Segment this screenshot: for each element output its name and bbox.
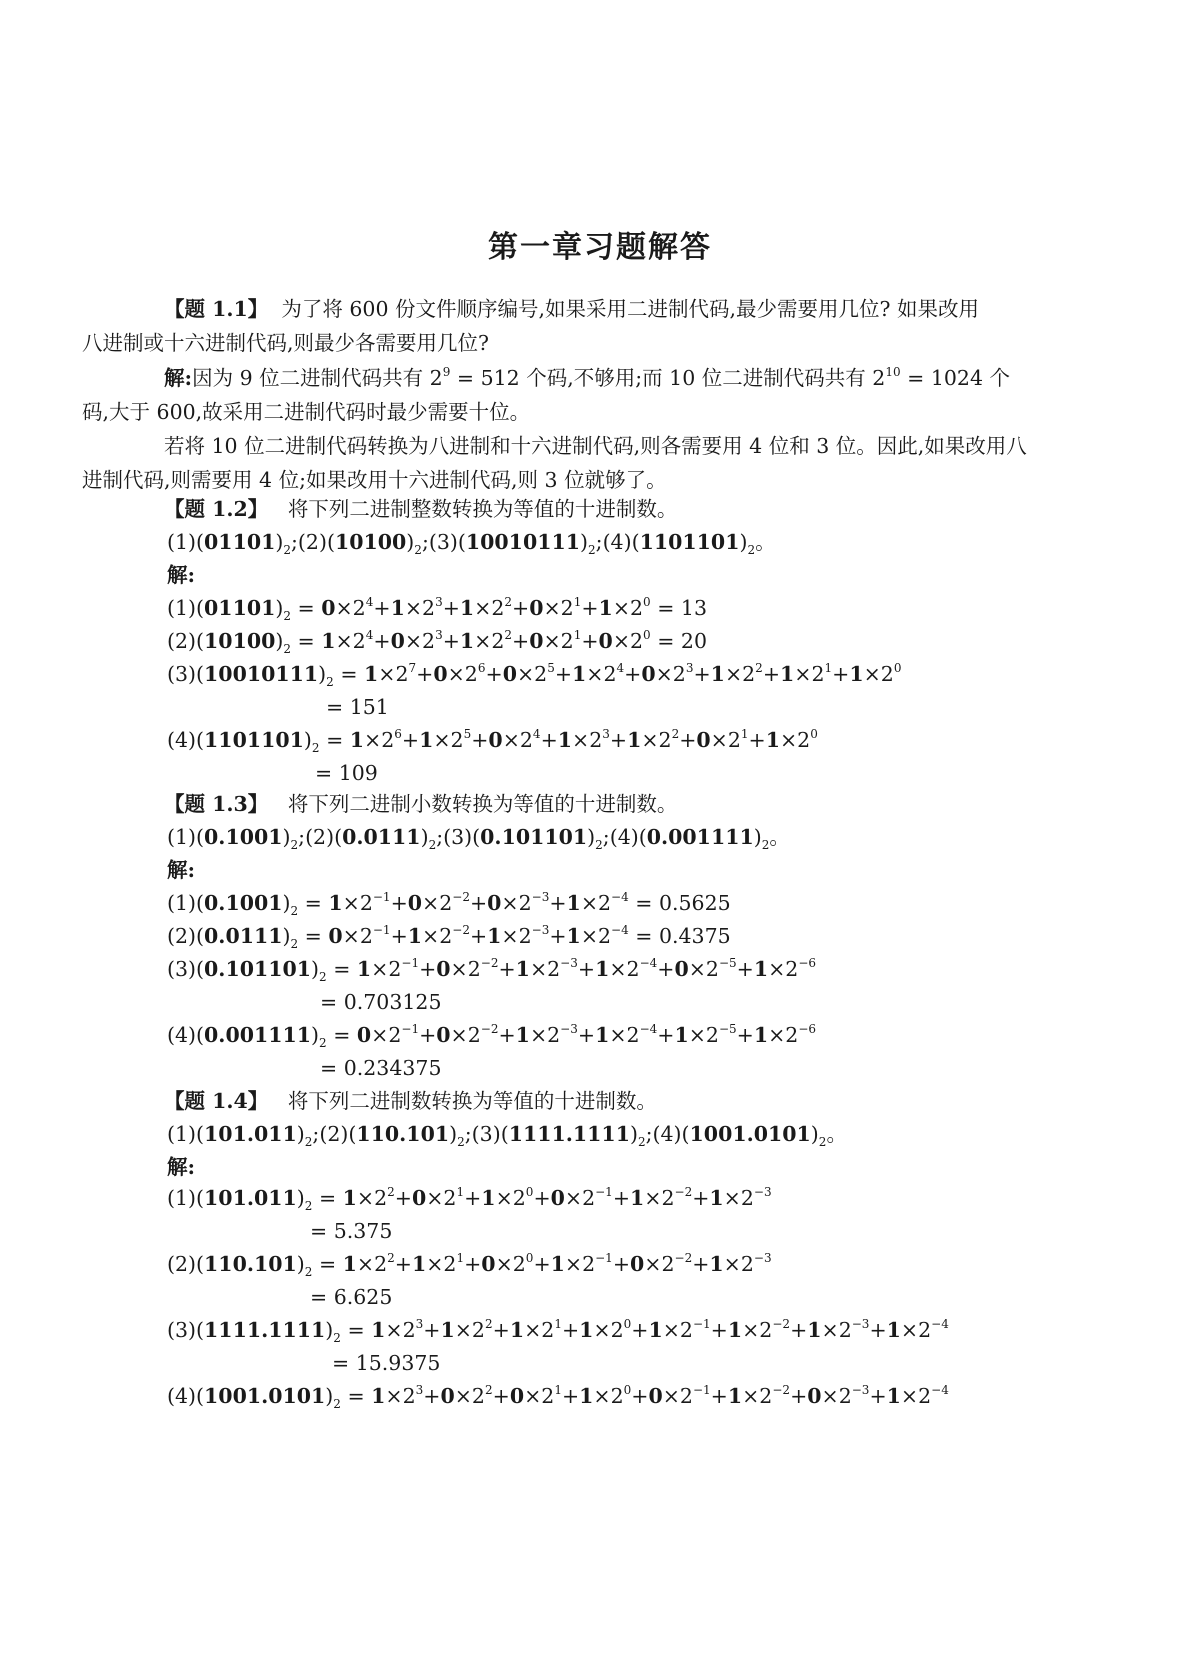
answer-1-2-4-result: = 109: [315, 761, 378, 785]
question-1-4-items: $(1)(101.011)_2;(2)(110.101)_2;(3)(1111.1111)_2;(4)(1001.0101)_2$。: [167, 1122, 847, 1149]
answer-1-4-1-result: = 5.375: [310, 1219, 393, 1243]
question-text: 将下列二进制数转换为等值的十进制数。: [287, 1089, 657, 1113]
question-1-3: [164, 789, 677, 819]
answer-1-2-4: $(4)(1101101)_2 = 1\times 2^6+1\times 2^5+0\times 2^4+1\times 2^3+1\times 2^2+0\times 2^1+1\times 2^0$: [167, 727, 818, 755]
question-1-4: [164, 1086, 657, 1116]
question-tag: 【题 1.4】: [164, 1089, 269, 1113]
answer-1-3-4-result: = 0.234375: [320, 1056, 442, 1080]
question-tag: 【题 1.3】: [164, 792, 269, 816]
answer-1-3-1: $(1)(0.1001)_2 = 1\times 2^{-1}+0\times 2^{-2}+0\times 2^{-3}+1\times 2^{-4} = 0.5625$: [167, 890, 731, 918]
answer-text-a: 因为 9 位二进制代码共有 2: [192, 366, 443, 390]
answer-1-4-3: $(3)(1111.1111)_2 = 1\times 2^3+1\times 2^2+1\times 2^1+1\times 2^0+1\times 2^{-1}+1\times 2^{-2}+1\times 2^{-3}+1\times 2^{-4}$: [167, 1317, 949, 1345]
question-tag: 【题 1.2】: [164, 497, 269, 521]
answer-label: 解:: [167, 563, 196, 587]
question-text: 将下列二进制小数转换为等值的十进制数。: [287, 792, 678, 816]
answer-1-3-4: $(4)(0.001111)_2 = 0\times 2^{-1}+0\times 2^{-2}+1\times 2^{-3}+1\times 2^{-4}+1\times 2^{-5}+1\times 2^{-6}$: [167, 1022, 817, 1050]
answer-1-3-3: $(3)(0.101101)_2 = 1\times 2^{-1}+0\times 2^{-2}+1\times 2^{-3}+1\times 2^{-4}+0\times 2^{-5}+1\times 2^{-6}$: [167, 956, 817, 984]
question-tag: 【题 1.1】: [164, 297, 269, 321]
answer-text-line2: 码,大于 600,故采用二进制代码时最少需要十位。: [82, 400, 531, 424]
answer-1-3-2: $(2)(0.0111)_2 = 0\times 2^{-1}+1\times 2^{-2}+1\times 2^{-3}+1\times 2^{-4} = 0.4375$: [167, 923, 731, 951]
page-title: 第一章习题解答: [488, 230, 712, 265]
answer-1-1: [82, 361, 1076, 429]
answer-label: 解:: [167, 1155, 196, 1179]
answer-text-b: = 512 个码,不够用;而 10 位二进制代码共有 2: [450, 366, 886, 390]
answer-1-4-1: $(1)(101.011)_2 = 1\times 2^2+0\times 2^1+1\times 2^0+0\times 2^{-1}+1\times 2^{-2}+1\times 2^{-3}$: [167, 1185, 772, 1213]
question-1-1: [82, 292, 1076, 360]
paragraph-line2: 进制代码,则需要用 4 位;如果改用十六进制代码,则 3 位就够了。: [82, 468, 667, 492]
exponent: 10: [885, 365, 901, 379]
answer-text-c: = 1024 个: [900, 366, 1011, 390]
answer-1-4-3-result: = 15.9375: [332, 1351, 441, 1375]
question-1-2: [164, 494, 677, 524]
answer-1-2-3-result: = 151: [326, 695, 389, 719]
answer-1-4-2: $(2)(110.101)_2 = 1\times 2^2+1\times 2^1+0\times 2^0+1\times 2^{-1}+0\times 2^{-2}+1\times 2^{-3}$: [167, 1251, 772, 1279]
answer-1-4-2-result: = 6.625: [310, 1285, 393, 1309]
answer-1-2-3: $(3)(10010111)_2 = 1\times 2^7+0\times 2^6+0\times 2^5+1\times 2^4+0\times 2^3+1\times 2^2+1\times 2^1+1\times 2^0$: [167, 661, 902, 689]
answer-1-2-2: $(2)(10100)_2 = 1\times 2^4+0\times 2^3+1\times 2^2+0\times 2^1+0\times 2^0 = 20$: [167, 628, 707, 656]
paragraph-line1: 若将 10 位二进制代码转换为八进制和十六进制代码,则各需要用 4 位和 3 位。因此,如果改用八: [164, 434, 1027, 458]
question-text: 将下列二进制整数转换为等值的十进制数。: [287, 497, 678, 521]
answer-label: 解:: [164, 366, 193, 390]
answer-1-4-4: $(4)(1001.0101)_2 = 1\times 2^3+0\times 2^2+0\times 2^1+1\times 2^0+0\times 2^{-1}+1\times 2^{-2}+0\times 2^{-3}+1\times 2^{-4}$: [167, 1383, 949, 1411]
answer-1-1-paragraph2: [82, 429, 1076, 497]
question-1-2-items: $(1)(01101)_2;(2)(10100)_2;(3)(10010111)_2;(4)(1101101)_2$。: [167, 530, 776, 557]
answer-1-3-3-result: = 0.703125: [320, 990, 442, 1014]
question-1-3-items: $(1)(0.1001)_2;(2)(0.0111)_2;(3)(0.101101)_2;(4)(0.001111)_2$。: [167, 825, 790, 852]
answer-label: 解:: [167, 858, 196, 882]
answer-1-2-1: $(1)(01101)_2 = 0\times 2^4+1\times 2^3+1\times 2^2+0\times 2^1+1\times 2^0 = 13$: [167, 595, 707, 623]
question-text-line2: 八进制或十六进制代码,则最少各需要用几位?: [82, 331, 490, 355]
exponent: 9: [442, 365, 451, 379]
question-text-line1: 为了将 600 份文件顺序编号,如果采用二进制代码,最少需要用几位? 如果改用: [281, 297, 980, 321]
